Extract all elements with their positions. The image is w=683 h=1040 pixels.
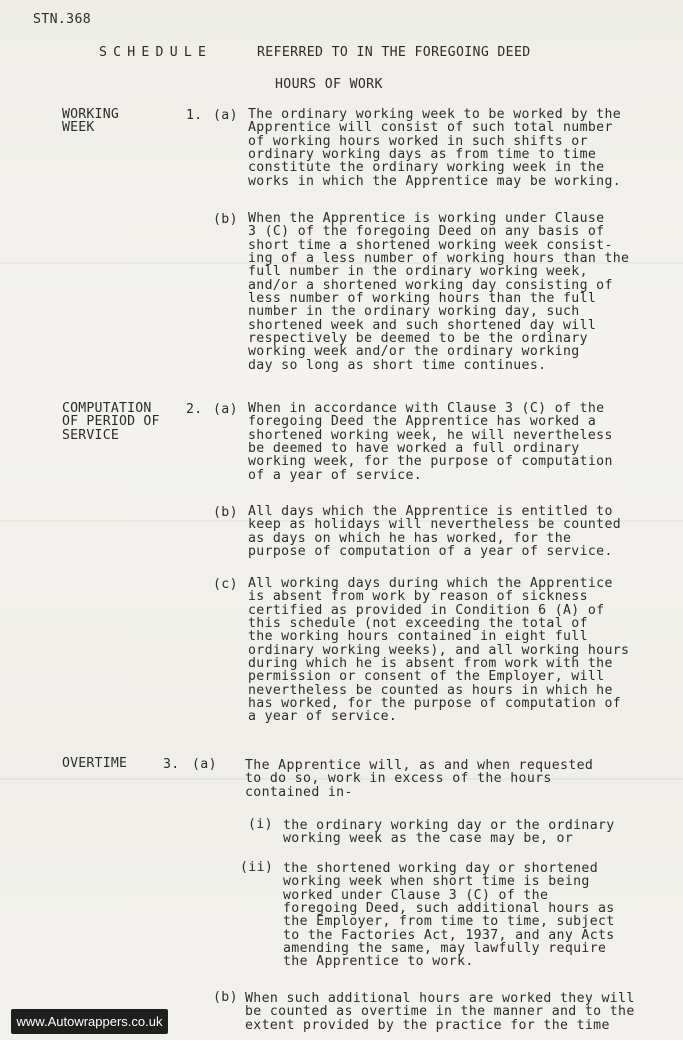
text-line: this schedule (not exceeding the total of [248,616,588,632]
text-line: nevertheless be counted as hours in which he [248,682,613,698]
sub-clause-marker: (i) [248,817,273,832]
text-line: working week as the case may be, or [283,831,574,847]
text-line: working week, for the purpose of computation [248,454,613,470]
text-line: less number of working hours than the full [248,291,597,307]
text-line: extent provided by the practice for the time [245,1017,610,1033]
heading-line: OF PERIOD OF [62,414,160,430]
schedule-word: SCHEDULE [99,45,213,60]
heading-line: COMPUTATION [62,401,152,416]
section-number: 3. [163,757,180,772]
clause-3a-i-text [283,819,615,846]
text-line: All days which the Apprentice is entitled to [248,504,613,519]
clause-marker: (b) [213,505,238,520]
text-line: as days on which he has worked, for the [248,530,572,546]
text-line: full number in the ordinary working week, [248,264,588,280]
heading-line: OVERTIME [62,756,128,771]
text-line: of working hours worked in such shifts or [248,133,588,149]
text-line: short time a shortened working week consist- [248,237,613,253]
text-line: When the Apprentice is working under Clause [248,211,605,226]
text-line: constitute the ordinary working week in the [248,160,605,176]
text-line: foregoing Deed, such additional hours as [283,901,615,917]
text-line: is absent from work by reason of sickness [248,589,588,605]
clause-marker: (a) [213,108,238,123]
text-line: working week and/or the ordinary working [248,344,580,360]
text-line: The ordinary working week to be worked by the [248,107,622,122]
text-line: be counted as overtime in the manner and to the [245,1004,635,1020]
schedule-title: REFERRED TO IN THE FOREGOING DEED [257,45,531,60]
text-line: certified as provided in Condition 6 (A) of [248,602,605,618]
text-line: All working days during which the Apprentice [248,576,613,591]
document-reference: STN.368 [33,12,92,27]
section-heading-computation [62,402,160,442]
clause-marker: (b) [213,990,238,1005]
text-line: during which he is absent from work with the [248,656,613,672]
text-line: 3 (C) of the foregoing Deed on any basis of [248,224,605,240]
section-heading-overtime [62,757,127,770]
text-line: keep as holidays will nevertheless be counted [248,517,622,533]
clause-3a-text [245,759,593,799]
clause-marker: (c) [213,577,238,592]
clause-1a-text [248,108,621,188]
text-line: working week when short time is being [283,874,590,890]
text-line: to do so, work in excess of the hours [245,771,552,787]
text-line: the Apprentice to work. [283,954,474,970]
text-line: ing of a less number of working hours than the [248,251,630,267]
clause-marker: (a) [213,402,238,417]
text-line: and/or a shortened working day consisting of [248,277,613,293]
text-line: respectively be deemed to be the ordinary [248,331,588,347]
clause-2b-text [248,505,621,558]
watermark-label: www.Autowrappers.co.uk [11,1009,168,1034]
text-line: number in the ordinary working day, such [248,304,580,320]
text-line: the Employer, from time to time, subject [283,914,615,930]
text-line: the working hours contained in eight full [248,629,588,645]
section-heading-working-week [62,108,119,135]
subtitle: HOURS OF WORK [275,77,383,92]
text-line: the ordinary working day or the ordinary [283,818,615,833]
text-line: a year of service. [248,709,398,725]
text-line: worked under Clause 3 (C) of the [283,887,549,903]
heading-line: SERVICE [62,427,119,443]
text-line: amending the same, may lawfully require [283,941,607,957]
text-line: shortened week and such shortened day will [248,317,597,333]
clause-3b-text [245,992,635,1032]
text-line: to the Factories Act, 1937, and any Acts [283,927,615,943]
text-line: of a year of service. [248,467,423,483]
text-line: ordinary working weeks), and all working hours [248,642,630,658]
text-line: permission or consent of the Employer, will [248,669,605,685]
sub-clause-marker: (ii) [240,860,274,875]
clause-2c-text [248,577,629,724]
text-line: purpose of computation of a year of service. [248,544,613,560]
section-number: 1. [186,108,203,123]
clause-3a-ii-text [283,862,615,969]
clause-marker: (a) [192,757,217,772]
text-line: works in which the Apprentice may be working. [248,173,622,189]
text-line: When in accordance with Clause 3 (C) of the [248,401,605,416]
text-line: ordinary working days as from time to time [248,147,597,163]
heading-line: WEEK [62,120,95,136]
text-line: foregoing Deed the Apprentice has worked a [248,414,597,430]
text-line: be deemed to have worked a full ordinary [248,441,580,457]
heading-line: WORKING [62,107,119,122]
clause-marker: (b) [213,212,238,227]
text-line: the shortened working day or shortened [283,861,599,876]
text-line: When such additional hours are worked they will [245,991,635,1006]
clause-2a-text [248,402,613,482]
text-line: contained in- [245,784,353,800]
text-line: The Apprentice will, as and when requested [245,758,594,773]
text-line: Apprentice will consist of such total number [248,120,613,136]
text-line: has worked, for the purpose of computation of [248,696,622,712]
clause-1b-text [248,212,629,372]
text-line: day so long as short time continues. [248,357,547,373]
section-number: 2. [186,402,203,417]
text-line: shortened working week, he will nevertheless [248,427,613,443]
